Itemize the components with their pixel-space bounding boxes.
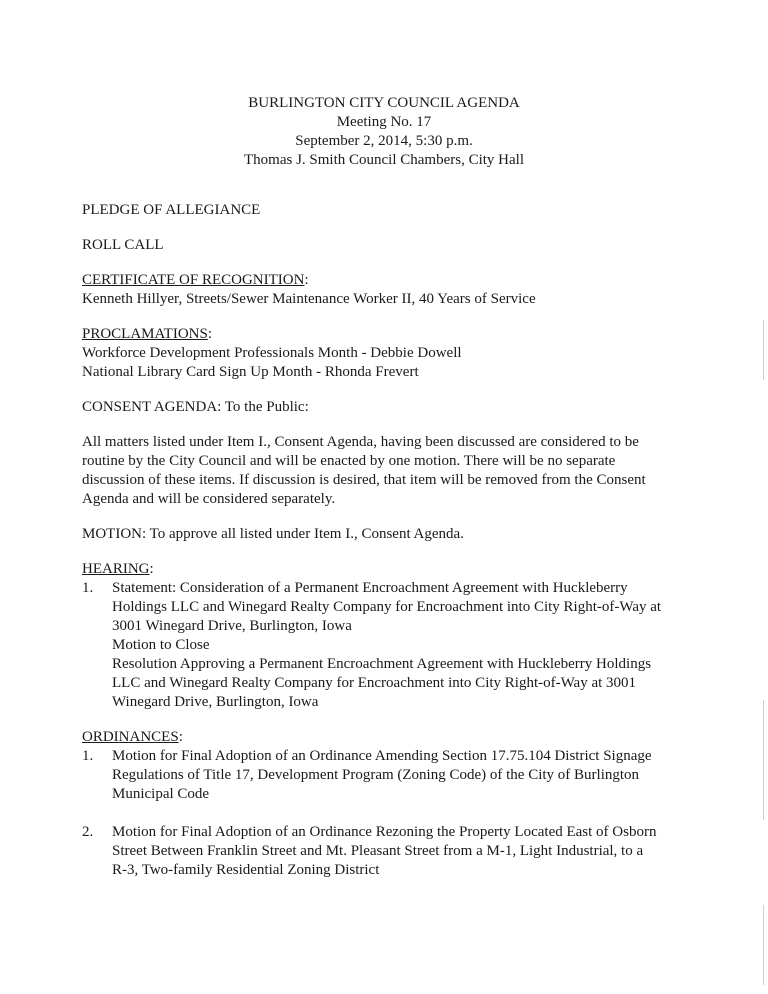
certificate-colon: : (304, 272, 309, 288)
hearing-item-line: Winegard Drive, Burlington, Iowa (112, 694, 319, 710)
meeting-number: Meeting No. 17 (336, 114, 432, 130)
scan-edge-mark (763, 905, 764, 985)
ordinances-section (82, 728, 682, 880)
consent-line: Agenda and will be considered separately. (82, 491, 336, 507)
hearing-item-line: Holdings LLC and Winegard Realty Company for Encroachment into City Right-of-Way at (112, 599, 662, 615)
hearing-item-line: 3001 Winegard Drive, Burlington, Iowa (112, 618, 352, 634)
ordinance-item-line: Motion for Final Adoption of an Ordinance Amending Section 17.75.104 District Signage (112, 748, 652, 764)
hearing-item-number: 1. (82, 580, 94, 596)
consent-heading-section (82, 398, 682, 417)
hearing-item-line: LLC and Winegard Realty Company for Encroachment into City Right-of-Way at 3001 (112, 675, 637, 691)
consent-line: routine by the City Council and will be enacted by one motion. There will be no separate (82, 453, 616, 469)
consent-paragraph (82, 433, 682, 509)
hearing-item-line: Motion to Close (112, 637, 210, 653)
scan-edge-mark (763, 320, 764, 380)
agenda-title: BURLINGTON CITY COUNCIL AGENDA (248, 95, 520, 111)
hearing-item-line: Statement: Consideration of a Permanent Encroachment Agreement with Huckleberry (112, 580, 628, 596)
proclamations-heading-line (82, 325, 682, 344)
ordinances-heading-line (82, 728, 682, 747)
hearing-item (82, 579, 682, 712)
ordinance-item-line: Regulations of Title 17, Development Program (Zoning Code) of the City of Burlington (112, 767, 640, 783)
ordinance-item-line: R-3, Two-family Residential Zoning District (112, 862, 380, 878)
proclamations-heading: PROCLAMATIONS (82, 326, 208, 342)
proclamations-section (82, 325, 682, 382)
certificate-section (82, 271, 682, 309)
pledge-section (82, 201, 682, 220)
hearing-item-line: Resolution Approving a Permanent Encroachment Agreement with Huckleberry Holdings (112, 656, 652, 672)
scan-edge-mark (763, 700, 764, 820)
ordinance-item-line: Municipal Code (112, 786, 210, 802)
ordinance-item (82, 823, 682, 880)
hearing-heading-line (82, 560, 682, 579)
proclamation-item: National Library Card Sign Up Month - Rhonda Frevert (82, 364, 419, 380)
hearing-section (82, 560, 682, 712)
proclamation-item: Workforce Development Professionals Month - Debbie Dowell (82, 345, 462, 361)
agenda-header (0, 94, 768, 170)
ordinance-item-number: 1. (82, 748, 94, 764)
consent-line: All matters listed under Item I., Consent Agenda, having been discussed are considered to be (82, 434, 639, 450)
pledge-heading: PLEDGE OF ALLEGIANCE (82, 202, 261, 218)
certificate-heading: CERTIFICATE OF RECOGNITION (82, 272, 305, 288)
ordinance-item-number: 2. (82, 824, 94, 840)
certificate-heading-line (82, 271, 682, 290)
consent-line: discussion of these items. If discussion is desired, that item will be removed from the Consent (82, 472, 646, 488)
consent-heading: CONSENT AGENDA: To the Public: (82, 399, 309, 415)
certificate-text: Kenneth Hillyer, Streets/Sewer Maintenance Worker II, 40 Years of Service (82, 291, 536, 307)
ordinances-colon: : (178, 729, 183, 745)
meeting-location: Thomas J. Smith Council Chambers, City Hall (244, 152, 524, 168)
consent-motion-section (82, 525, 682, 544)
roll-call-section (82, 236, 682, 255)
agenda-body (82, 201, 682, 896)
ordinance-item-line: Motion for Final Adoption of an Ordinance Rezoning the Property Located East of Osborn (112, 824, 657, 840)
consent-motion: MOTION: To approve all listed under Item I., Consent Agenda. (82, 526, 464, 542)
ordinances-heading: ORDINANCES (82, 729, 179, 745)
hearing-colon: : (149, 561, 154, 577)
ordinance-item (82, 747, 682, 804)
roll-call-heading: ROLL CALL (82, 237, 164, 253)
proclamations-colon: : (207, 326, 213, 342)
ordinance-item-line: Street Between Franklin Street and Mt. Pleasant Street from a M-1, Light Industrial, to a (112, 843, 644, 859)
hearing-heading: HEARING (82, 561, 150, 577)
meeting-date: September 2, 2014, 5:30 p.m. (295, 133, 473, 149)
